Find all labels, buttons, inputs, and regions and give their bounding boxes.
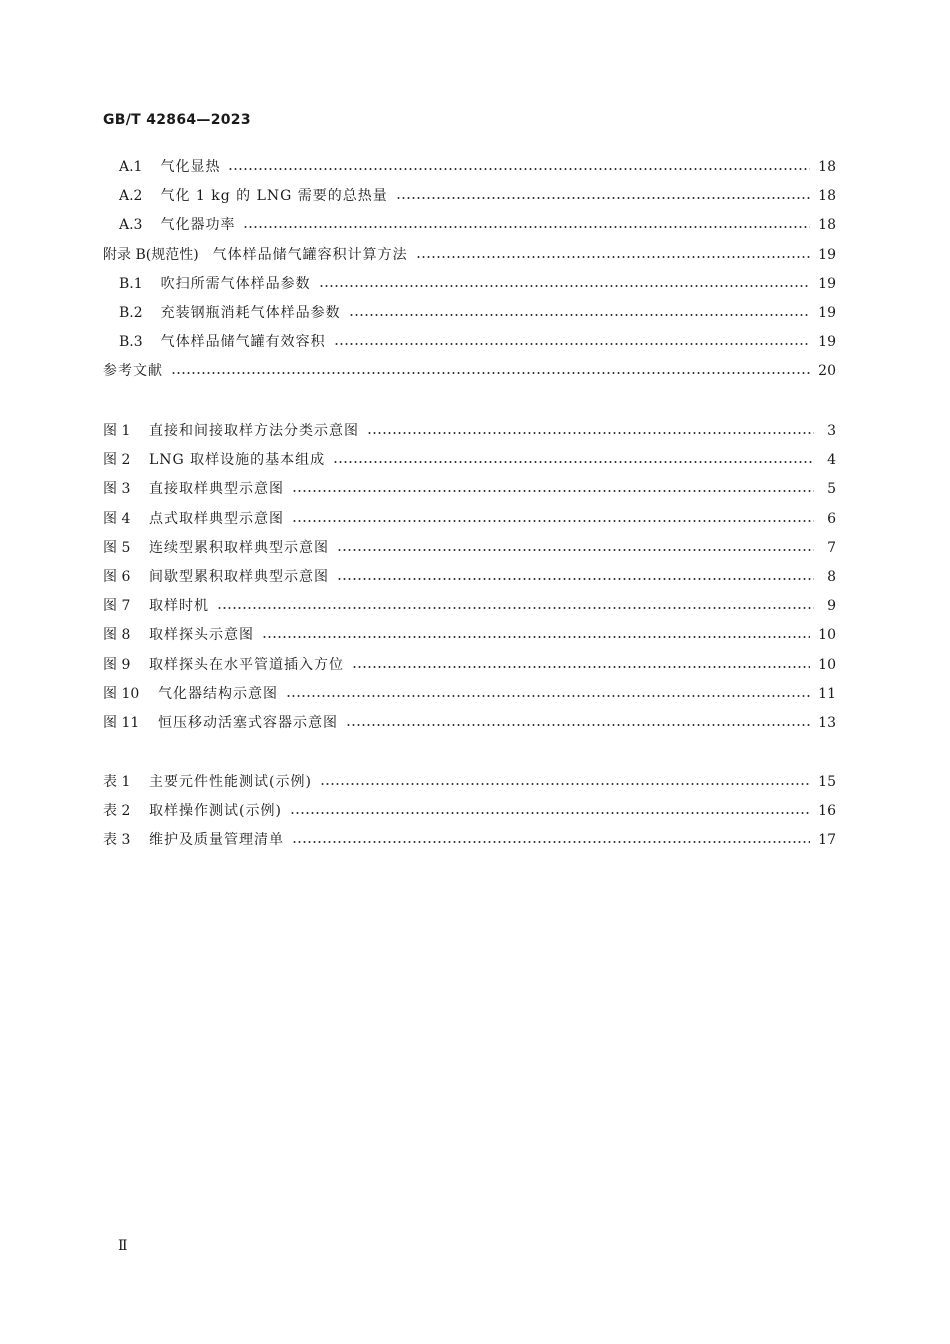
contents-entry-label (119, 185, 388, 207)
figures-entry-number: 图 5 (103, 539, 131, 556)
contents-entry-number: 附录 B(规范性) (103, 246, 199, 263)
figures-entry[interactable] (103, 712, 836, 734)
figures-entry-label (103, 420, 359, 442)
contents-entry-page: 19 (818, 305, 836, 321)
contents-entry-title: 气化器功率 (160, 217, 236, 234)
tables-entry-title: 维护及质量管理清单 (149, 832, 284, 849)
contents-entry[interactable] (103, 360, 836, 382)
figures-entry-number: 图 6 (103, 569, 131, 585)
tables-entry-page: 16 (818, 803, 836, 820)
figures-entry-title: 点式取样典型示意图 (149, 510, 284, 527)
dot-leader (320, 783, 810, 785)
figures-entry-number: 图 4 (103, 510, 131, 527)
figures-entry-title: 连续型累积取样典型示意图 (149, 539, 329, 556)
figures-entry[interactable] (103, 566, 836, 588)
contents-entry-title: 气体样品储气罐有效容积 (160, 334, 326, 351)
dot-leader (243, 226, 810, 228)
dot-leader (292, 841, 810, 843)
contents-entry[interactable] (119, 185, 836, 207)
contents-entry[interactable] (119, 273, 836, 295)
figures-entry-page: 5 (827, 481, 836, 498)
figures-entry-label (103, 683, 278, 705)
contents-entry[interactable] (119, 302, 836, 324)
dot-leader (367, 432, 814, 434)
contents-entry-title: 气体样品储气罐容积计算方法 (212, 246, 408, 263)
dot-leader (337, 549, 814, 551)
dot-leader (262, 636, 810, 638)
contents-entry-number: A.3 (119, 217, 143, 234)
contents-entry-label (119, 331, 326, 353)
dot-leader (319, 285, 811, 287)
contents-entry-title: 吹扫所需气体样品参数 (160, 275, 311, 292)
figures-entry[interactable] (103, 449, 836, 471)
figures-entry-label (103, 478, 284, 500)
contents-entry-label (119, 273, 311, 295)
dot-leader (346, 724, 810, 726)
contents-entry-title: 参考文献 (103, 363, 163, 380)
figures-entry-page: 6 (827, 510, 836, 527)
dot-leader (292, 520, 814, 522)
figures-entry[interactable] (103, 508, 836, 530)
dot-leader (171, 372, 810, 374)
figures-entry[interactable] (103, 624, 836, 646)
figures-entry[interactable] (103, 595, 836, 617)
contents-entry-page: 19 (818, 334, 836, 351)
contents-entry-number: B.1 (119, 275, 143, 292)
dot-leader (292, 490, 814, 492)
figures-entry-title: 直接取样典型示意图 (149, 481, 284, 498)
figures-entry-page: 11 (818, 685, 836, 702)
contents-entry[interactable] (103, 244, 836, 266)
tables-entry-number: 表 1 (103, 774, 131, 790)
page-number: Ⅱ (118, 1238, 128, 1254)
figures-entry[interactable] (103, 683, 836, 705)
contents-entry-title: 气化显热 (160, 159, 221, 175)
figures-entry-page: 13 (818, 715, 836, 731)
figures-entry[interactable] (103, 654, 836, 676)
contents-entry-label (119, 214, 235, 236)
dot-leader (337, 578, 814, 580)
figures-entry-page: 10 (818, 656, 836, 673)
contents-entry[interactable] (119, 214, 836, 236)
figures-entry-label (103, 508, 284, 530)
contents-entry-label (103, 244, 408, 266)
contents-entry-label (119, 302, 341, 324)
dot-leader (396, 197, 810, 199)
figures-entry-title: 间歇型累积取样典型示意图 (149, 569, 329, 585)
dot-leader (352, 666, 810, 668)
contents-entry-page: 19 (818, 275, 836, 292)
contents-entry-number: B.2 (119, 305, 143, 321)
dot-leader (333, 461, 814, 463)
contents-entry-page: 18 (818, 188, 836, 205)
figures-entry[interactable] (103, 478, 836, 500)
figures-entry-page: 10 (818, 627, 836, 644)
figures-entry-label (103, 624, 254, 646)
figures-entry-number: 图 7 (103, 598, 131, 615)
tables-entry[interactable] (103, 800, 836, 822)
tables-entry-title: 主要元件性能测试(示例) (149, 774, 312, 790)
tables-entry-title: 取样操作测试(示例) (149, 803, 282, 820)
tables-entry[interactable] (103, 829, 836, 851)
tables-entry-page: 17 (818, 832, 836, 849)
figures-entry-page: 8 (827, 569, 836, 585)
contents-entry-number: A.1 (119, 159, 143, 175)
contents-entry[interactable] (119, 156, 836, 178)
dot-leader (349, 314, 811, 316)
figures-entry-title: 恒压移动活塞式容器示意图 (158, 715, 338, 731)
contents-entry-page: 18 (818, 159, 836, 175)
contents-entry-page: 19 (818, 246, 836, 263)
dot-leader (228, 168, 810, 170)
tables-entry-label (103, 829, 284, 851)
tables-entry-number: 表 2 (103, 803, 131, 820)
tables-entry-label (103, 800, 282, 822)
figures-entry-page: 3 (827, 423, 836, 439)
contents-entry-page: 20 (818, 363, 836, 380)
figures-entry-title: 气化器结构示意图 (158, 685, 278, 702)
dot-leader (334, 343, 811, 345)
figures-entry-number: 图 8 (103, 627, 131, 644)
figures-entry-label (103, 712, 338, 734)
contents-entry-page: 18 (818, 217, 836, 234)
contents-entry-number: B.3 (119, 334, 143, 351)
tables-entry[interactable] (103, 771, 836, 793)
figures-entry-number: 图 9 (103, 656, 131, 673)
contents-entry[interactable] (119, 331, 836, 353)
figures-entry-number: 图 11 (103, 715, 140, 731)
figures-entry-page: 4 (827, 452, 836, 469)
figures-entry-number: 图 3 (103, 481, 131, 498)
figures-entry[interactable] (103, 420, 836, 442)
figures-entry-label (103, 566, 329, 588)
dot-leader (416, 256, 811, 258)
tables-entry-number: 表 3 (103, 832, 131, 849)
contents-entry-title: 充装钢瓶消耗气体样品参数 (160, 305, 341, 321)
figures-entry-title: 直接和间接取样方法分类示意图 (149, 423, 359, 439)
contents-entry-title: 气化 1 kg 的 LNG 需要的总热量 (160, 188, 388, 205)
tables-entry-label (103, 771, 312, 793)
figures-entry-title: 取样时机 (149, 598, 209, 615)
dot-leader (286, 695, 810, 697)
figures-entry-label (103, 595, 209, 617)
contents-entry-label (103, 360, 163, 382)
figures-entry-label (103, 449, 325, 471)
figures-entry-label (103, 654, 344, 676)
figures-entry-page: 7 (827, 539, 836, 556)
page-header-standard-code: GB/T 42864—2023 (103, 112, 251, 128)
figures-entry-title: 取样探头在水平管道插入方位 (149, 656, 344, 673)
figures-entry[interactable] (103, 537, 836, 559)
contents-entry-number: A.2 (119, 188, 143, 205)
figures-entry-title: LNG 取样设施的基本组成 (149, 452, 326, 469)
figures-entry-number: 图 10 (103, 685, 140, 702)
figures-entry-label (103, 537, 329, 559)
figures-entry-page: 9 (827, 598, 836, 615)
figures-entry-title: 取样探头示意图 (149, 627, 254, 644)
tables-entry-page: 15 (818, 774, 836, 790)
dot-leader (290, 812, 810, 814)
figures-entry-number: 图 2 (103, 452, 131, 469)
contents-entry-label (119, 156, 220, 178)
figures-entry-number: 图 1 (103, 423, 131, 439)
dot-leader (217, 607, 814, 609)
